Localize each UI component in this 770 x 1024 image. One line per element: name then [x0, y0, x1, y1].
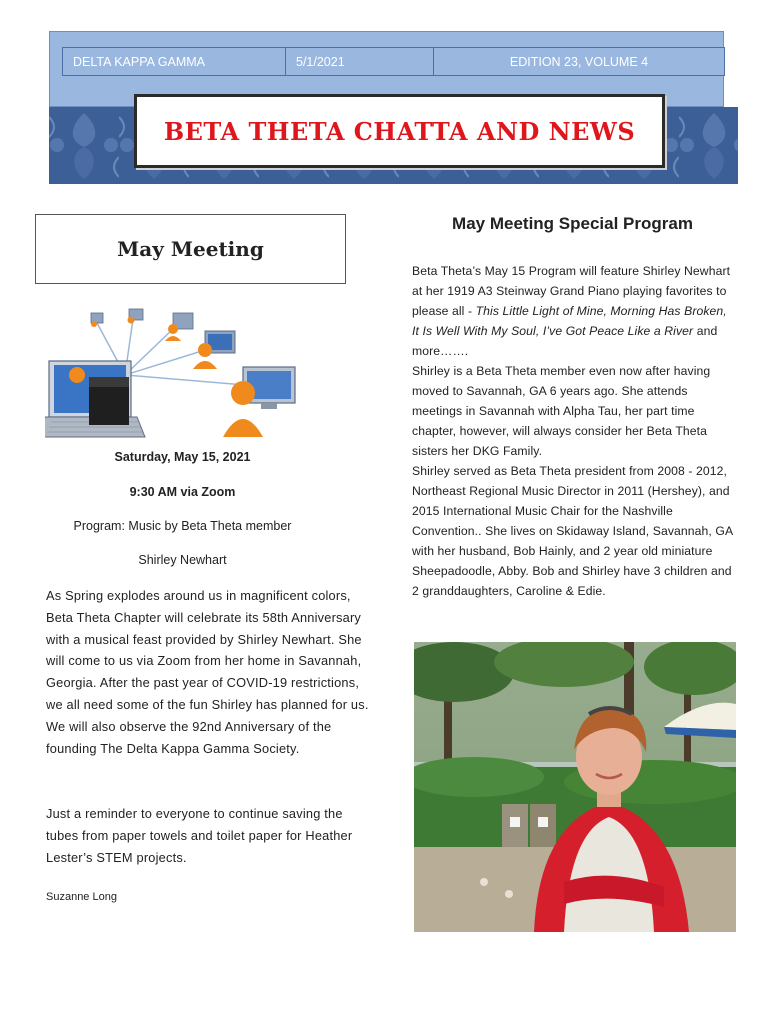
header-info-bar [62, 47, 725, 76]
portrait-photo-icon [414, 642, 736, 932]
special-program-heading: May Meeting Special Program [452, 214, 693, 233]
special-program-body [412, 261, 737, 601]
program-end: and more……. [412, 324, 718, 358]
video-conference-icon [45, 305, 310, 445]
may-meeting-box [35, 214, 346, 284]
organization-name: DELTA KAPPA GAMMA [63, 48, 286, 75]
newsletter-title-box [134, 94, 665, 168]
song-list: This Little Light of Mine, Morning Has Broken, It Is Well With My Soul, I’ve Got Peace Like a River [412, 304, 727, 338]
meeting-program: Program: Music by Beta Theta member [73, 519, 292, 533]
membership-paragraph: Shirley is a Beta Theta member even now after having moved to Savannah, GA 6 years ago. She attends meetings in Savannah with Alpha Tau, her part time chapter, however, will always consider her Beta Theta sisters her DKG Family. [412, 364, 711, 458]
may-meeting-heading: May Meeting [117, 237, 264, 261]
portrait-photo [414, 642, 736, 932]
meeting-time: 9:30 AM via Zoom [129, 485, 236, 499]
meeting-performer: Shirley Newhart [138, 553, 227, 567]
meeting-date: Saturday, May 15, 2021 [114, 450, 251, 464]
biography-paragraph: Shirley served as Beta Theta president from 2008 - 2012, Northeast Regional Music Director in 2011 (Hershey), and 2015 International Music Chair for the Nashville Convention.. She lives on Skidaway Island, Savannah, GA with her husband, Bob Hainly, and 2 year old miniature Sheepadoodle, Abby. Bob and Shirley have 3 children and 2 granddaughters, Caroline & Edie. [412, 464, 733, 598]
newsletter-title: BETA THETA CHATTA AND NEWS [163, 116, 636, 146]
stem-reminder: Just a reminder to everyone to continue saving the tubes from paper towels and toilet paper for Heather Lester’s STEM projects. [46, 806, 353, 865]
program-paragraph [412, 261, 737, 361]
program-intro: Beta Theta’s May 15 Program will feature Shirley Newhart at her 1919 A3 Steinway Grand Piano playing favorites to please all - [412, 264, 731, 318]
issue-date: 5/1/2021 [286, 48, 434, 75]
edition-volume: EDITION 23, VOLUME 4 [509, 54, 649, 69]
author-signature: Suzanne Long [46, 891, 117, 903]
meeting-description: As Spring explodes around us in magnificent colors, Beta Theta Chapter will celebrate its 58th Anniversary with a musical feast provided by Shirley Newhart. She will come to us via Zoom from her home in Savannah, Georgia. After the past year of COVID-19 restrictions, we all need some of the fun Shirley has planned for us. We will also observe the 92nd Anniversary of the founding The Delta Kappa Gamma Society. [46, 588, 369, 756]
